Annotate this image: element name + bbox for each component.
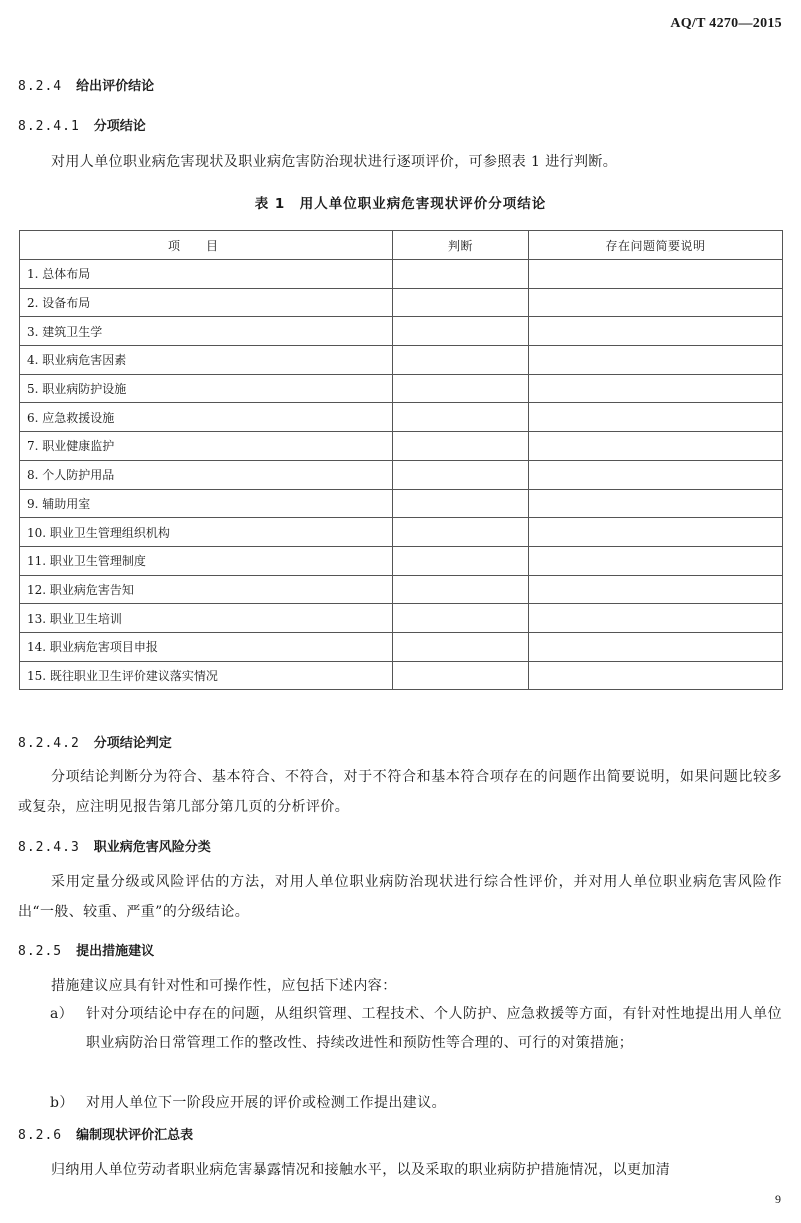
table-row (20, 403, 783, 432)
item-cell: 6. 应急救援设施 (20, 403, 393, 432)
list-text: 对用人单位下一阶段应开展的评价或检测工作提出建议。 (86, 1095, 446, 1111)
section-title: 提出措施建议 (76, 944, 155, 959)
paragraph-8-2-5: 措施建议应具有针对性和可操作性，应包括下述内容： (51, 978, 397, 994)
table-body (20, 260, 783, 690)
section-number: 8.2.4.1 (18, 119, 80, 134)
issue-description-cell (529, 288, 783, 317)
table-row (20, 374, 783, 403)
judgment-cell (393, 432, 529, 461)
section-number: 8.2.6 (18, 1128, 63, 1143)
issue-description-cell (529, 317, 783, 346)
judgment-cell (393, 489, 529, 518)
heading-8-2-5 (18, 940, 154, 959)
table-row (20, 432, 783, 461)
table-row (20, 518, 783, 547)
paragraph-8-2-4-1: 对用人单位职业病危害现状及职业病危害防治现状进行逐项评价，可参照表 1 进行判断。 (51, 154, 618, 170)
item-cell: 4. 职业病危害因素 (20, 346, 393, 375)
header-issue-description: 存在问题简要说明 (529, 231, 783, 260)
paragraph-8-2-4-2: 分项结论判断分为符合、基本符合、不符合，对于不符合和基本符合项存在的问题作出简要说明，如果问题比较多或复杂，应注明见报告第几部分第几页的分析评价。 (18, 769, 782, 815)
heading-8-2-4-1 (18, 115, 146, 134)
section-number: 8.2.4.3 (18, 840, 80, 855)
judgment-cell (393, 661, 529, 690)
issue-description-cell (529, 546, 783, 575)
header-item: 项目 (20, 231, 393, 260)
table-row (20, 460, 783, 489)
table-row (20, 575, 783, 604)
judgment-cell (393, 317, 529, 346)
issue-description-cell (529, 432, 783, 461)
heading-8-2-4 (18, 75, 154, 94)
judgment-cell (393, 346, 529, 375)
list-item-b (50, 1089, 782, 1118)
issue-description-cell (529, 575, 783, 604)
issue-description-cell (529, 518, 783, 547)
heading-8-2-4-3 (18, 836, 211, 855)
list-item-a (50, 1000, 782, 1058)
issue-description-cell (529, 632, 783, 661)
judgment-cell (393, 260, 529, 289)
section-title: 分项结论 (93, 119, 146, 134)
header-judgment: 判断 (393, 231, 529, 260)
judgment-cell (393, 288, 529, 317)
issue-description-cell (529, 346, 783, 375)
section-title: 职业病危害风险分类 (93, 840, 211, 855)
list-marker: a） (50, 1006, 74, 1022)
table-row (20, 346, 783, 375)
section-title: 编制现状评价汇总表 (76, 1128, 194, 1143)
table-row (20, 317, 783, 346)
table-row (20, 489, 783, 518)
judgment-cell (393, 460, 529, 489)
item-cell: 14. 职业病危害项目申报 (20, 632, 393, 661)
table-row (20, 604, 783, 633)
table-row (20, 546, 783, 575)
item-cell: 9. 辅助用室 (20, 489, 393, 518)
page-number: 9 (775, 1192, 781, 1206)
issue-description-cell (529, 489, 783, 518)
section-title: 分项结论判定 (93, 736, 172, 751)
section-title: 给出评价结论 (76, 79, 155, 94)
table-caption: 表 1 用人单位职业病危害现状评价分项结论 (254, 196, 547, 212)
judgment-cell (393, 632, 529, 661)
item-cell: 11. 职业卫生管理制度 (20, 546, 393, 575)
judgment-cell (393, 546, 529, 575)
list-marker: b） (50, 1095, 74, 1111)
list-text: 针对分项结论中存在的问题，从组织管理、工程技术、个人防护、应急救援等方面，有针对性地提出用人单位职业病防治日常管理工作的整改性、持续改进性和预防性等合理的、可行的对策措施； (86, 1006, 782, 1051)
judgment-cell (393, 518, 529, 547)
section-number: 8.2.4.2 (18, 736, 80, 751)
section-number: 8.2.4 (18, 79, 63, 94)
evaluation-table (19, 230, 783, 690)
paragraph-8-2-6: 归纳用人单位劳动者职业病危害暴露情况和接触水平，以及采取的职业病防护措施情况，以更加清 (51, 1162, 671, 1178)
section-number: 8.2.5 (18, 944, 63, 959)
table-header-row (20, 231, 783, 260)
judgment-cell (393, 403, 529, 432)
item-cell: 8. 个人防护用品 (20, 460, 393, 489)
item-cell: 1. 总体布局 (20, 260, 393, 289)
document-code: AQ/T 4270—2015 (670, 16, 782, 31)
item-cell: 12. 职业病危害告知 (20, 575, 393, 604)
item-cell: 10. 职业卫生管理组织机构 (20, 518, 393, 547)
item-cell: 2. 设备布局 (20, 288, 393, 317)
judgment-cell (393, 575, 529, 604)
item-cell: 7. 职业健康监护 (20, 432, 393, 461)
judgment-cell (393, 604, 529, 633)
heading-8-2-6 (18, 1124, 193, 1143)
item-cell: 3. 建筑卫生学 (20, 317, 393, 346)
issue-description-cell (529, 604, 783, 633)
table-row (20, 288, 783, 317)
paragraph-8-2-4-3: 采用定量分级或风险评估的方法，对用人单位职业病防治现状进行综合性评价，并对用人单位职业病危害风险作出“一般、较重、严重”的分级结论。 (18, 874, 782, 920)
issue-description-cell (529, 403, 783, 432)
table-row (20, 661, 783, 690)
heading-8-2-4-2 (18, 732, 172, 751)
item-cell: 5. 职业病防护设施 (20, 374, 393, 403)
issue-description-cell (529, 260, 783, 289)
issue-description-cell (529, 661, 783, 690)
issue-description-cell (529, 460, 783, 489)
item-cell: 13. 职业卫生培训 (20, 604, 393, 633)
issue-description-cell (529, 374, 783, 403)
item-cell: 15. 既往职业卫生评价建议落实情况 (20, 661, 393, 690)
table-row (20, 632, 783, 661)
table-row (20, 260, 783, 289)
judgment-cell (393, 374, 529, 403)
